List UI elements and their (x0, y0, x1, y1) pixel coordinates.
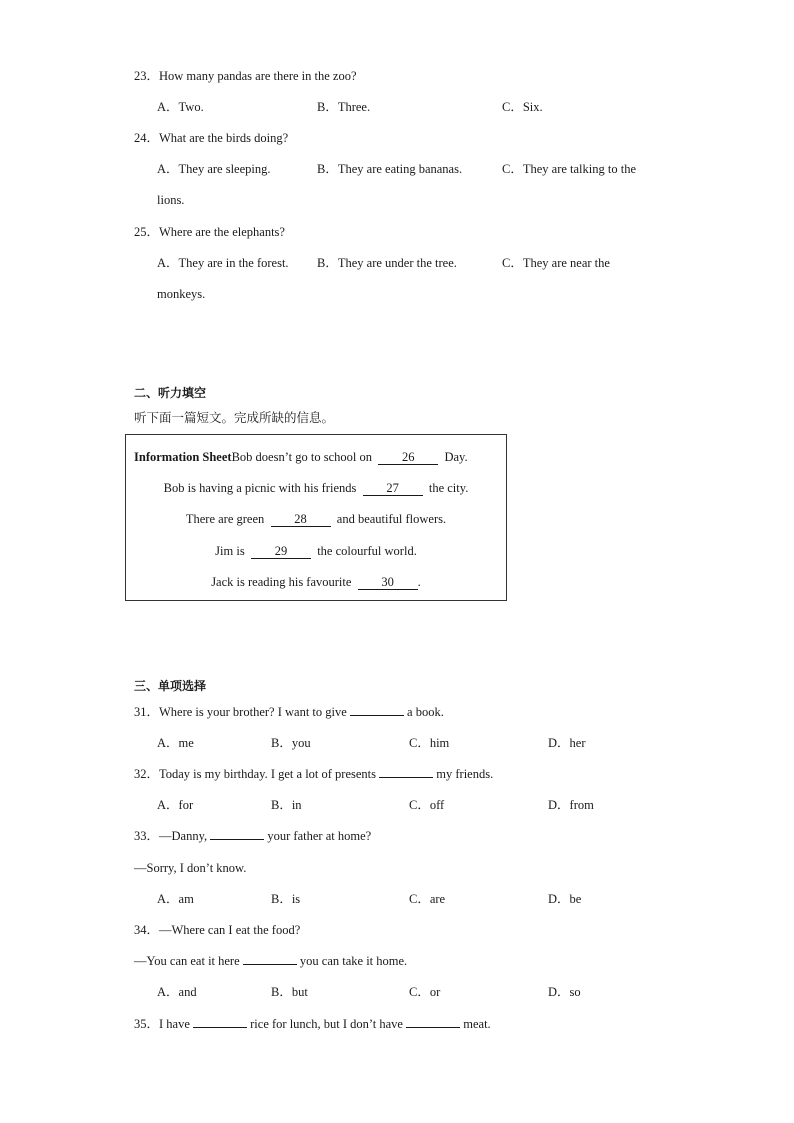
question-34-option-a[interactable]: A．and (157, 985, 197, 999)
question-32-text-end: my friends. (436, 767, 494, 781)
information-sheet-row-27 (126, 480, 506, 496)
row-26-post: Day. (444, 450, 468, 464)
question-33-option-a[interactable]: A．am (157, 892, 194, 906)
section-2-instruction: 听下面一篇短文。完成所缺的信息。 (134, 410, 335, 425)
question-24-option-a[interactable]: A．They are sleeping. (157, 162, 271, 176)
question-34-blank[interactable] (243, 964, 297, 965)
question-33-text: 33．—Danny, (134, 829, 208, 843)
question-35-text: 35．I have (134, 1017, 190, 1031)
question-31-text: 31．Where is your brother? I want to give (134, 705, 347, 719)
question-31-option-b[interactable]: B．you (271, 736, 311, 750)
question-25-option-b[interactable]: B．They are under the tree. (317, 256, 457, 270)
question-34-option-d[interactable]: D．so (548, 985, 581, 999)
information-sheet-row-26 (134, 449, 514, 465)
question-32-text: 32．Today is my birthday. I get a lot of presents (134, 767, 377, 781)
question-32-stem (134, 766, 493, 782)
information-sheet-row-28 (126, 511, 506, 527)
question-23-stem: 23．How many pandas are there in the zoo? (134, 69, 357, 83)
question-35-text-mid: rice for lunch, but I don’t have (250, 1017, 403, 1031)
row-29-text: Jim is (215, 544, 245, 558)
question-23-option-b[interactable]: B．Three. (317, 100, 371, 114)
question-34-stem: 34．—Where can I eat the food? (134, 923, 301, 937)
question-33-stem (134, 828, 371, 844)
row-27-text: Bob is having a picnic with his friends (163, 481, 357, 495)
question-25-option-a[interactable]: A．They are in the forest. (157, 256, 289, 270)
row-28-post: and beautiful flowers. (336, 512, 447, 526)
row-26-text: Bob doesn’t go to school on (231, 450, 372, 464)
question-31-option-c[interactable]: C．him (409, 736, 450, 750)
question-25-option-c-continued[interactable]: monkeys. (157, 287, 206, 301)
question-23-option-a[interactable]: A．Two. (157, 100, 204, 114)
question-33-reply: —Sorry, I don’t know. (134, 861, 247, 875)
question-31-option-d[interactable]: D．her (548, 736, 586, 750)
blank-27[interactable]: 27 (363, 481, 423, 496)
question-33-blank[interactable] (210, 839, 264, 840)
question-23-option-c[interactable]: C．Six. (502, 100, 543, 114)
question-25-stem: 25．Where are the elephants? (134, 225, 285, 239)
information-sheet-row-30 (126, 574, 506, 590)
blank-28[interactable]: 28 (271, 512, 331, 527)
row-28-text: There are green (185, 512, 265, 526)
section-3-title: 三、单项选择 (134, 679, 207, 693)
question-32-blank[interactable] (379, 777, 433, 778)
question-31-text-end: a book. (407, 705, 444, 719)
question-33-option-b[interactable]: B．is (271, 892, 301, 906)
information-sheet-label: Information Sheet (134, 450, 232, 464)
question-31-stem (134, 704, 444, 720)
question-35-blank-1[interactable] (193, 1027, 247, 1028)
question-33-option-d[interactable]: D．be (548, 892, 582, 906)
question-32-option-b[interactable]: B．in (271, 798, 302, 812)
question-31-blank[interactable] (350, 715, 404, 716)
question-35-text-end: meat. (463, 1017, 491, 1031)
blank-26[interactable]: 26 (378, 450, 438, 465)
question-31-option-a[interactable]: A．me (157, 736, 194, 750)
blank-29[interactable]: 29 (251, 544, 311, 559)
row-30-text: Jack is reading his favourite (211, 575, 352, 589)
question-25-option-c[interactable]: C．They are near the (502, 256, 610, 270)
information-sheet (125, 434, 507, 601)
question-34-text: —You can eat it here (134, 954, 240, 968)
question-34-reply (134, 953, 407, 969)
question-34-text-end: you can take it home. (299, 954, 408, 968)
row-27-post: the city. (428, 481, 469, 495)
blank-30[interactable]: 30 (358, 575, 418, 590)
question-33-option-c[interactable]: C．are (409, 892, 446, 906)
question-32-option-a[interactable]: A．for (157, 798, 194, 812)
row-29-post: the colourful world. (317, 544, 417, 558)
question-34-option-c[interactable]: C．or (409, 985, 441, 999)
question-32-option-d[interactable]: D．from (548, 798, 594, 812)
section-2-title: 二、听力填空 (134, 386, 207, 400)
question-24-stem: 24．What are the birds doing? (134, 131, 289, 145)
information-sheet-row-29 (126, 543, 506, 559)
question-24-option-c[interactable]: C．They are talking to the (502, 162, 636, 176)
question-35-stem (134, 1016, 491, 1032)
row-30-post: . (417, 575, 421, 589)
question-34-option-b[interactable]: B．but (271, 985, 308, 999)
question-35-blank-2[interactable] (406, 1027, 460, 1028)
question-32-option-c[interactable]: C．off (409, 798, 445, 812)
question-24-option-c-continued[interactable]: lions. (157, 193, 185, 207)
question-33-text-end: your father at home? (267, 829, 372, 843)
question-24-option-b[interactable]: B．They are eating bananas. (317, 162, 463, 176)
